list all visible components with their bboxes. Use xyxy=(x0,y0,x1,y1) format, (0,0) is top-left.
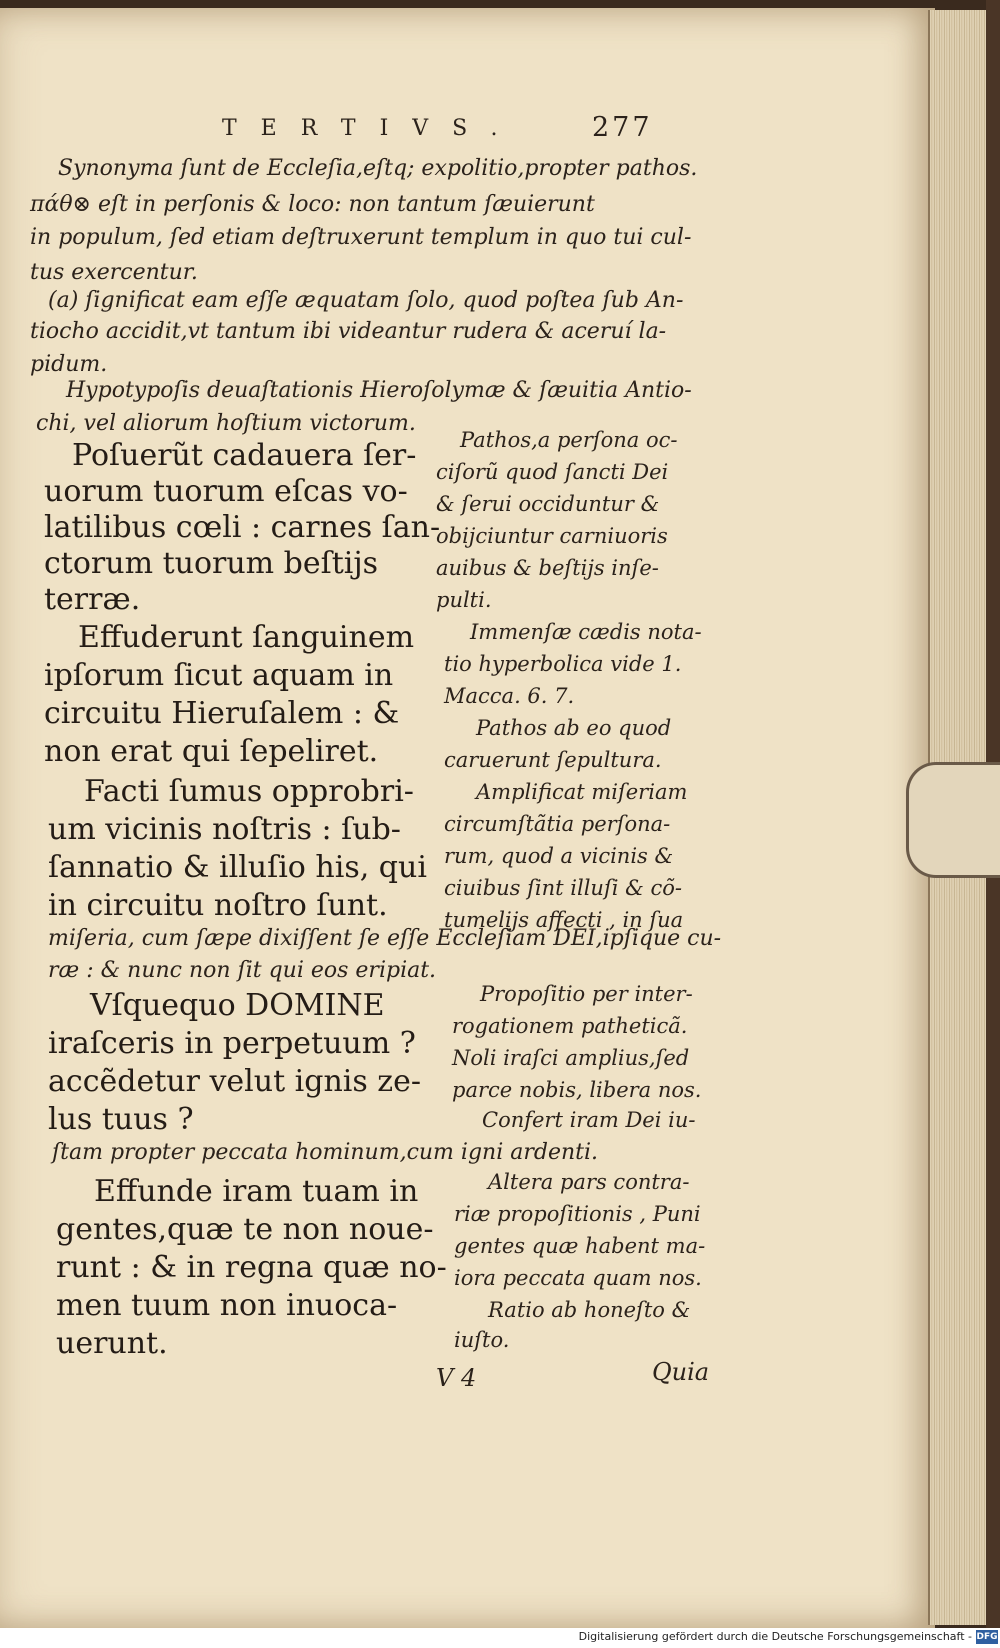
verse-line: iraſceris in perpetuum ? xyxy=(48,1026,416,1061)
funding-credit: Digitalisierung gefördert durch die Deutsche Forschungsgemeinschaft - xyxy=(578,1630,972,1643)
running-title: TERTIVS. xyxy=(222,116,522,141)
gloss-line: rum, quod a vicinis & xyxy=(444,844,674,868)
gloss-line: iuſto. xyxy=(454,1328,510,1352)
gloss-line: Amplificat miſeriam xyxy=(476,780,688,804)
gloss-line: ciuibus ſint illuſi & cõ- xyxy=(444,876,682,900)
commentary-line: pidum. xyxy=(30,352,108,377)
verse-line: runt : & in regna quæ no- xyxy=(56,1250,447,1285)
gloss-line: parce nobis, libera nos. xyxy=(452,1078,702,1102)
verse-line: in circuitu noſtro ſunt. xyxy=(48,888,388,923)
verse-line: accẽdetur velut ignis ze- xyxy=(48,1064,422,1099)
verse-line: uerunt. xyxy=(56,1326,168,1361)
verse-line: um vicinis noſtris : ſub- xyxy=(48,812,401,847)
gloss-line: & ſerui occiduntur & xyxy=(436,492,660,516)
gloss-line: circumſtãtia perſona- xyxy=(444,812,671,836)
commentary-line: πάθ⊗ eſt in perſonis & loco: non tantum ſæuierunt xyxy=(30,192,595,217)
commentary-line: Hypotypoſis deuaſtationis Hieroſolymæ & ſæuitia Antio- xyxy=(66,378,692,403)
commentary-line: tus exercentur. xyxy=(30,260,198,285)
gloss-line: Macca. 6. 7. xyxy=(444,684,575,708)
gloss-line: rogationem patheticã. xyxy=(452,1014,688,1038)
gloss-line: Pathos ab eo quod xyxy=(476,716,672,740)
gloss-line: iora peccata quam nos. xyxy=(454,1266,702,1290)
commentary-line: ſtam propter peccata hominum,cum igni ardenti. xyxy=(52,1140,599,1165)
bookmark-tab xyxy=(906,762,1000,878)
gloss-line: pulti. xyxy=(436,588,492,612)
gloss-line: Confert iram Dei iu- xyxy=(482,1108,696,1132)
gloss-line: Immenſæ cædis nota- xyxy=(470,620,702,644)
verse-line: ipſorum ſicut aquam in xyxy=(44,658,394,693)
gloss-line: caruerunt ſepultura. xyxy=(444,748,662,772)
verse-line: Effunde iram tuam in xyxy=(94,1174,419,1209)
verse-line: latilibus cœli : carnes ſan- xyxy=(44,510,441,545)
gloss-line: tio hyperbolica vide 1. xyxy=(444,652,682,676)
gloss-line: Noli iraſci amplius,ſed xyxy=(452,1046,690,1070)
commentary-line: (a) ſignificat eam eſſe æquatam ſolo, quod poſtea ſub An- xyxy=(48,288,684,313)
gloss-line: tumelijs affecti , in ſua xyxy=(444,908,684,932)
verse-line: Effuderunt ſanguinem xyxy=(78,620,415,655)
page-number: 277 xyxy=(592,112,653,143)
commentary-line: Synonyma ſunt de Eccleſia,eſtq; expolitio,propter pathos. xyxy=(58,156,698,181)
commentary-line: miſeria, cum ſæpe dixiſſent ſe eſſe Eccleſiam DEI,ipſique cu- xyxy=(48,926,722,951)
verse-line: terræ. xyxy=(44,582,141,617)
gloss-line: Altera pars contra- xyxy=(488,1170,690,1194)
gloss-line: ciſorũ quod ſancti Dei xyxy=(436,460,669,484)
verse-line: lus tuus ? xyxy=(48,1102,194,1137)
gloss-line: gentes quæ habent ma- xyxy=(454,1234,706,1258)
commentary-line: chi, vel aliorum hoſtium victorum. xyxy=(36,411,416,436)
verse-line: Vſquequo DOMINE xyxy=(90,988,385,1023)
verse-line: gentes,quæ te non noue- xyxy=(56,1212,434,1247)
gloss-line: Ratio ab honeſto & xyxy=(488,1298,691,1322)
verse-line: ctorum tuorum beſtijs xyxy=(44,546,379,581)
commentary-line: tiocho accidit,vt tantum ibi videantur rudera & aceruí la- xyxy=(30,319,667,344)
verse-line: ſannatio & illuſio his, qui xyxy=(48,850,427,885)
verse-line: non erat qui ſepeliret. xyxy=(44,734,379,769)
footer-bar xyxy=(0,1628,1000,1648)
signature-mark: V 4 xyxy=(436,1364,477,1392)
verse-line: Poſuerũt cadauera ſer- xyxy=(72,438,417,473)
book-page xyxy=(0,8,935,1628)
verse-line: circuitu Hieruſalem : & xyxy=(44,696,400,731)
gloss-line: Propoſitio per inter- xyxy=(480,982,693,1006)
catchword: Quia xyxy=(652,1358,710,1386)
verse-line: uorum tuorum eſcas vo- xyxy=(44,474,408,509)
gloss-line: auibus & beſtijs inſe- xyxy=(436,556,659,580)
commentary-line: ræ : & nunc non ſit qui eos eripiat. xyxy=(48,958,437,983)
commentary-line: in populum, ſed etiam deſtruxerunt templum in quo tui cul- xyxy=(30,225,692,250)
gloss-line: riæ propoſitionis , Puni xyxy=(454,1202,701,1226)
verse-line: men tuum non inuoca- xyxy=(56,1288,398,1323)
dfg-logo: DFG xyxy=(976,1632,998,1642)
gloss-line: obijciuntur carniuoris xyxy=(436,524,668,548)
gloss-line: Pathos,a perſona oc- xyxy=(460,428,678,452)
verse-line: Facti ſumus opprobri- xyxy=(84,774,414,809)
